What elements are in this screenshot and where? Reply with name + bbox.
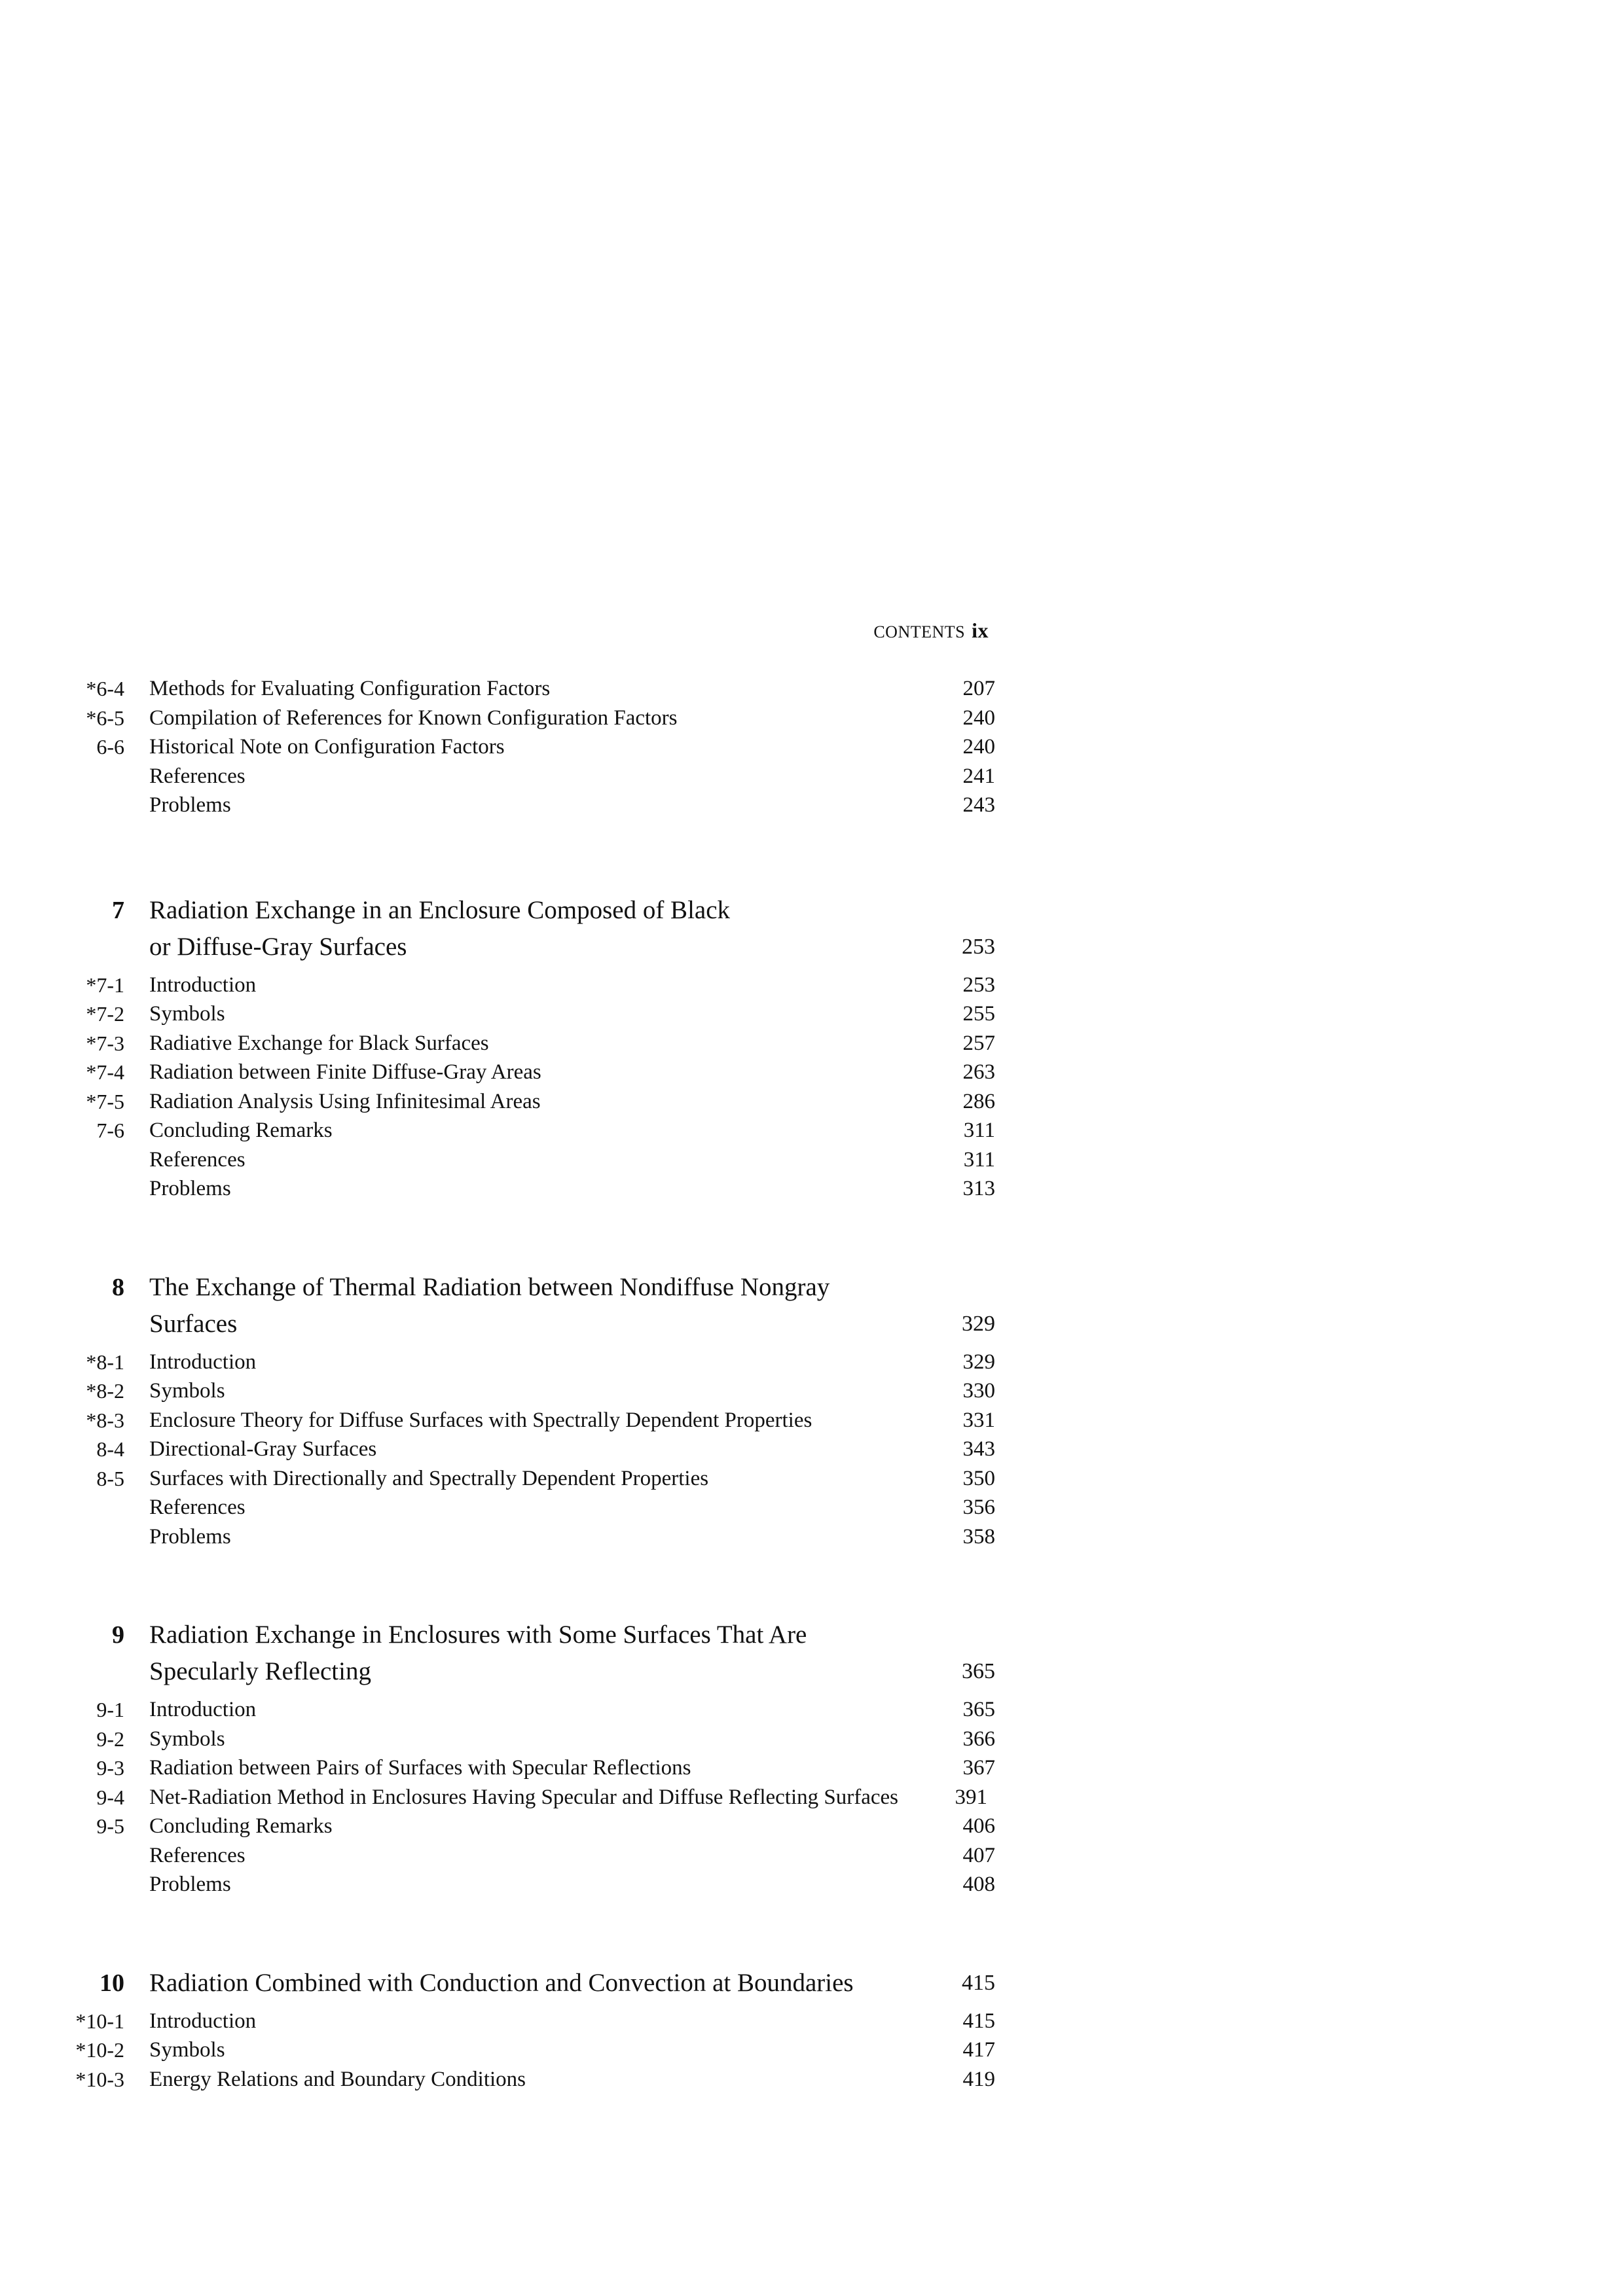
entry-number: *7-2 bbox=[86, 1002, 124, 1026]
entry-number: *10-3 bbox=[75, 2067, 124, 2091]
entry-number: 9-5 bbox=[96, 1814, 124, 1838]
toc-entry[interactable] bbox=[65, 1348, 995, 1377]
entry-page-number: 313 bbox=[962, 1177, 995, 1200]
entry-number: *8-1 bbox=[86, 1350, 124, 1374]
entry-page-number: 415 bbox=[962, 2009, 995, 2033]
entry-number: 8-5 bbox=[96, 1466, 124, 1490]
entry-title: References bbox=[149, 1147, 246, 1172]
running-title: CONTENTS bbox=[873, 622, 966, 641]
toc-entry[interactable] bbox=[65, 1493, 995, 1522]
toc-entry[interactable] bbox=[65, 1812, 995, 1841]
toc-section bbox=[65, 1965, 995, 2094]
entry-number: *10-2 bbox=[75, 2038, 124, 2062]
entry-number: 8-4 bbox=[96, 1437, 124, 1461]
entry-title: References bbox=[149, 1843, 246, 1867]
entry-title: References bbox=[149, 764, 246, 788]
toc-entry[interactable] bbox=[65, 1174, 995, 1204]
entry-page-number: 257 bbox=[962, 1031, 995, 1055]
toc-entry[interactable] bbox=[65, 791, 995, 820]
entry-title: References bbox=[149, 1496, 246, 1519]
entry-number: *7-5 bbox=[86, 1089, 124, 1113]
entry-number: 9-4 bbox=[96, 1785, 124, 1809]
toc-entry[interactable] bbox=[65, 1695, 995, 1725]
chapter-number: 7 bbox=[112, 896, 124, 924]
entry-page-number: 311 bbox=[963, 1147, 995, 1172]
toc-entry[interactable] bbox=[65, 1522, 995, 1552]
toc-entry[interactable] bbox=[65, 1376, 995, 1406]
toc-entry[interactable] bbox=[65, 999, 995, 1029]
entry-title: Radiation between Pairs of Surfaces with Specular Reflections bbox=[149, 1756, 691, 1780]
entry-page-number: 366 bbox=[962, 1727, 995, 1751]
entry-number: 9-3 bbox=[96, 1756, 124, 1780]
entry-page-number: 350 bbox=[962, 1466, 995, 1490]
chapter-number: 10 bbox=[100, 1969, 124, 1997]
entry-page-number: 240 bbox=[962, 735, 995, 759]
entry-title: Problems bbox=[149, 1177, 231, 1200]
entry-title: Directional-Gray Surfaces bbox=[149, 1437, 377, 1461]
entry-title: Symbols bbox=[149, 2038, 225, 2062]
entry-number: 9-1 bbox=[96, 1698, 124, 1721]
entry-title: Compilation of References for Known Configuration Factors bbox=[149, 706, 678, 730]
entry-page-number: 408 bbox=[962, 1873, 995, 1896]
entry-title: Radiation Analysis Using Infinitesimal Areas bbox=[149, 1089, 541, 1113]
entry-page-number: 417 bbox=[962, 2038, 995, 2062]
chapter-number: 9 bbox=[112, 1621, 124, 1649]
entry-page-number: 253 bbox=[962, 973, 995, 997]
toc-entry[interactable] bbox=[65, 2036, 995, 2065]
toc-entry[interactable] bbox=[65, 762, 995, 791]
entry-page-number: 240 bbox=[962, 706, 995, 730]
toc-entry[interactable] bbox=[65, 1753, 995, 1783]
chapter-page-number: 329 bbox=[962, 1311, 995, 1336]
chapter-number: 8 bbox=[112, 1273, 124, 1301]
entry-title: Enclosure Theory for Diffuse Surfaces with Spectrally Dependent Properties bbox=[149, 1408, 812, 1432]
entry-number: 7-6 bbox=[96, 1119, 124, 1142]
chapter-page-number: 253 bbox=[962, 934, 995, 959]
chapter-title-line: Radiation Exchange in an Enclosure Composed of Black bbox=[149, 895, 731, 924]
chapter-title-line: Radiation Combined with Conduction and Convection at Boundaries bbox=[149, 1968, 854, 1997]
chapter-title bbox=[149, 1617, 930, 1690]
entry-title: Problems bbox=[149, 1524, 231, 1549]
toc-entry[interactable] bbox=[65, 1087, 995, 1117]
entry-title: Net-Radiation Method in Enclosures Having Specular and Diffuse Reflecting Surfaces bbox=[149, 1785, 898, 1809]
entry-title: Problems bbox=[149, 1873, 231, 1896]
toc-entry[interactable] bbox=[65, 1870, 995, 1899]
entry-page-number: 406 bbox=[962, 1814, 995, 1838]
entry-title: Historical Note on Configuration Factors bbox=[149, 735, 505, 759]
entry-page-number: 311 bbox=[963, 1119, 995, 1142]
entry-title: Introduction bbox=[149, 2009, 257, 2033]
entry-number: *8-2 bbox=[86, 1379, 124, 1403]
entry-page-number: 356 bbox=[962, 1496, 995, 1519]
toc-section bbox=[65, 1617, 995, 1899]
entry-title: Problems bbox=[149, 793, 231, 817]
chapter-title-line: Surfaces bbox=[149, 1309, 238, 1338]
chapter-title-line: or Diffuse-Gray Surfaces bbox=[149, 932, 407, 961]
entry-title: Radiative Exchange for Black Surfaces bbox=[149, 1031, 489, 1055]
entry-page-number: 419 bbox=[962, 2067, 995, 2091]
entry-page-number: 343 bbox=[962, 1437, 995, 1461]
toc-entry[interactable] bbox=[65, 2007, 995, 2036]
toc-entry[interactable] bbox=[65, 1116, 995, 1145]
entry-number: *7-4 bbox=[86, 1060, 124, 1084]
entry-page-number: 207 bbox=[962, 677, 995, 700]
entry-page-number: 255 bbox=[962, 1002, 995, 1026]
toc-entry[interactable] bbox=[65, 1145, 995, 1175]
entry-title: Introduction bbox=[149, 973, 257, 997]
chapter-heading bbox=[65, 1617, 995, 1690]
chapter-heading bbox=[65, 1965, 995, 2001]
entry-page-number: 367 bbox=[962, 1756, 995, 1780]
chapter-page-number: 365 bbox=[962, 1659, 995, 1683]
entry-title: Radiation between Finite Diffuse-Gray Areas bbox=[149, 1060, 541, 1084]
toc-entry[interactable] bbox=[65, 1406, 995, 1435]
entry-title: Symbols bbox=[149, 1727, 225, 1751]
toc-entry[interactable] bbox=[65, 1725, 995, 1754]
entry-title: Energy Relations and Boundary Conditions bbox=[149, 2067, 526, 2091]
toc-section bbox=[65, 892, 995, 1204]
toc-entry[interactable] bbox=[65, 674, 995, 704]
chapter-title-line: Specularly Reflecting bbox=[149, 1657, 371, 1685]
entry-page-number: 286 bbox=[962, 1089, 995, 1113]
toc-entry[interactable] bbox=[65, 2065, 995, 2094]
entry-page-number: 263 bbox=[962, 1060, 995, 1084]
chapter-heading bbox=[65, 1269, 995, 1342]
entry-page-number: 331 bbox=[962, 1408, 995, 1432]
entry-title: Symbols bbox=[149, 1002, 225, 1026]
chapter-title bbox=[149, 1269, 930, 1342]
entry-number: *8-3 bbox=[86, 1408, 124, 1432]
toc-entry[interactable] bbox=[65, 704, 995, 733]
chapter-heading bbox=[65, 892, 995, 965]
chapter-title-line: The Exchange of Thermal Radiation between Nondiffuse Nongray bbox=[149, 1272, 830, 1301]
toc-entry[interactable] bbox=[65, 1464, 995, 1494]
chapter-title bbox=[149, 892, 930, 965]
toc-entry[interactable] bbox=[65, 971, 995, 1000]
entry-page-number: 391 bbox=[955, 1785, 987, 1809]
running-head bbox=[845, 619, 989, 643]
toc-entry[interactable] bbox=[65, 1841, 995, 1871]
entry-title: Introduction bbox=[149, 1698, 257, 1721]
entry-page-number: 365 bbox=[962, 1698, 995, 1721]
entry-page-number: 407 bbox=[962, 1843, 995, 1867]
entry-title: Symbols bbox=[149, 1379, 225, 1403]
entry-number: 9-2 bbox=[96, 1727, 124, 1751]
toc-entry[interactable] bbox=[65, 1058, 995, 1087]
entry-number: *7-3 bbox=[86, 1031, 124, 1055]
toc-section bbox=[65, 1269, 995, 1552]
toc-entry[interactable] bbox=[65, 1029, 995, 1058]
entry-page-number: 358 bbox=[962, 1524, 995, 1549]
entry-number: *7-1 bbox=[86, 973, 124, 997]
table-of-contents bbox=[65, 674, 995, 2159]
entry-title: Concluding Remarks bbox=[149, 1814, 333, 1838]
entry-number: *6-4 bbox=[86, 677, 124, 700]
chapter-title-line: Radiation Exchange in Enclosures with Some Surfaces That Are bbox=[149, 1621, 807, 1649]
entry-number: *10-1 bbox=[75, 2009, 124, 2033]
entry-page-number: 329 bbox=[962, 1350, 995, 1374]
entry-number: 6-6 bbox=[96, 735, 124, 759]
entry-title: Methods for Evaluating Configuration Factors bbox=[149, 677, 551, 700]
entry-number: *6-5 bbox=[86, 706, 124, 730]
page-number: ix bbox=[972, 619, 989, 642]
entry-page-number: 330 bbox=[962, 1379, 995, 1403]
toc-section bbox=[65, 674, 995, 820]
chapter-title bbox=[149, 1965, 930, 2001]
toc-entry[interactable] bbox=[65, 732, 995, 762]
entry-page-number: 243 bbox=[962, 793, 995, 817]
entry-title: Surfaces with Directionally and Spectrally Dependent Properties bbox=[149, 1466, 709, 1490]
chapter-page-number: 415 bbox=[962, 1970, 995, 1995]
entry-title: Concluding Remarks bbox=[149, 1119, 333, 1142]
entry-page-number: 241 bbox=[962, 764, 995, 788]
toc-entry[interactable] bbox=[65, 1783, 995, 1812]
toc-entry[interactable] bbox=[65, 1435, 995, 1464]
entry-title: Introduction bbox=[149, 1350, 257, 1374]
